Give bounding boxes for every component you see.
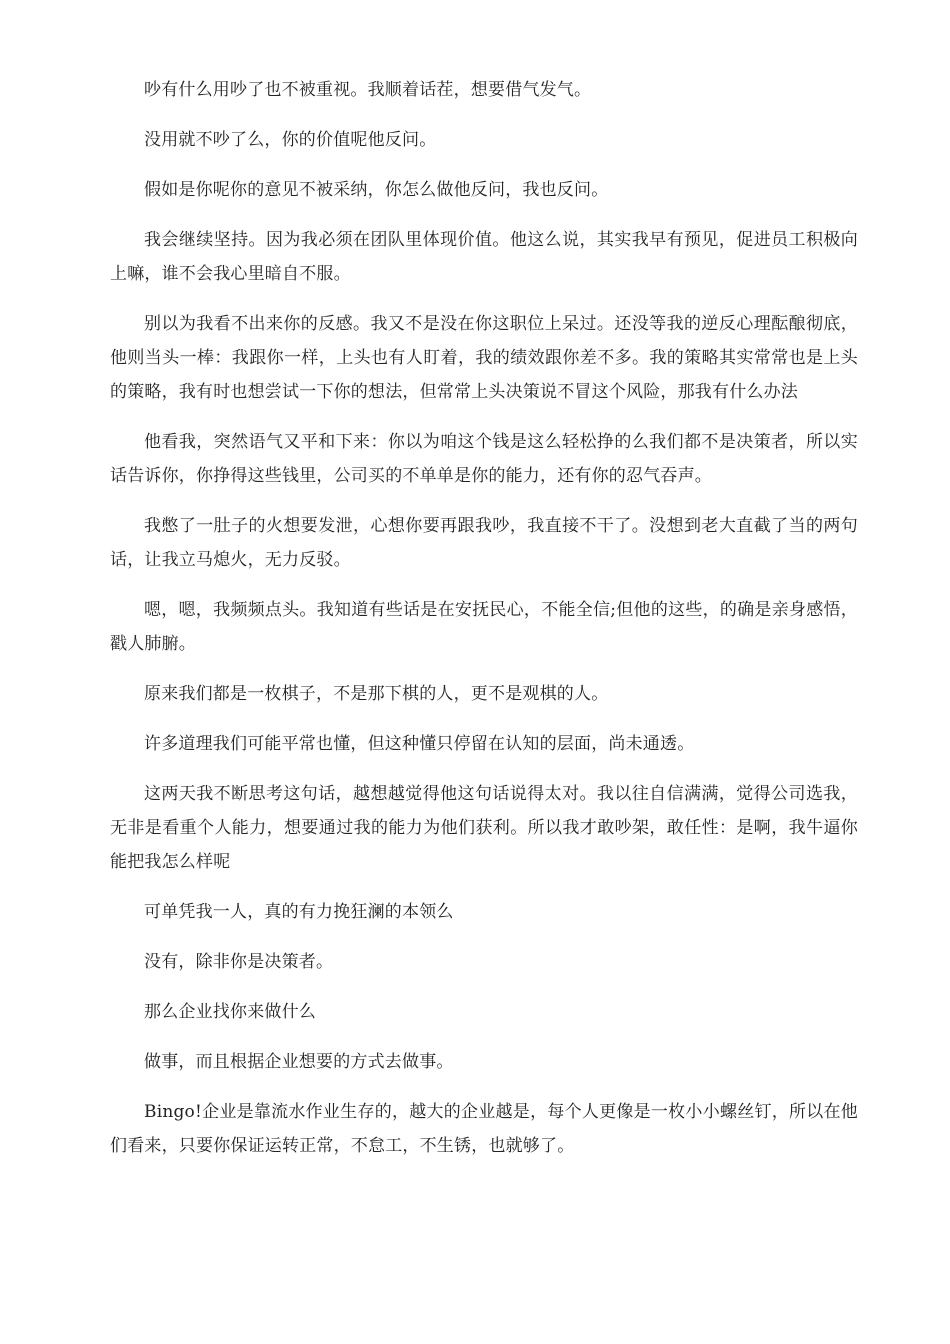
paragraph: 许多道理我们可能平常也懂，但这种懂只停留在认知的层面，尚未通透。 [144,734,695,754]
paragraph: 假如是你呢你的意见不被采纳，你怎么做他反问，我也反问。 [144,180,609,200]
paragraph: 没用就不吵了么，你的价值呢他反问。 [144,130,437,150]
paragraph: 他看我，突然语气又平和下来：你以为咱这个钱是这么轻松挣的么我们都不是决策者，所以实话告诉你，你挣得这些钱里，公司买的不单单是你的能力，还有你的忍气吞声。 [110,432,858,486]
paragraph: 没有，除非你是决策者。 [144,952,334,972]
paragraph: 别以为我看不出来你的反感。我又不是没在你这职位上呆过。还没等我的逆反心理酝酿彻底，他则当头一棒：我跟你一样，上头也有人盯着，我的绩效跟你差不多。我的策略其实常常也是上头的策略，我有时也想尝试一下你的想法，但常常上头决策说不冒这个风险，那我有什么办法 [110,314,858,402]
paragraph: Bingo!企业是靠流水作业生存的，越大的企业越是，每个人更像是一枚小小螺丝钉，所以在他们看来，只要你保证运转正常，不怠工，不生锈，也就够了。 [110,1102,858,1156]
paragraph: 可单凭我一人，真的有力挽狂澜的本领么 [144,902,454,922]
paragraph: 那么企业找你来做什么 [144,1002,316,1022]
article-body [110,73,858,1179]
paragraph: 这两天我不断思考这句话，越想越觉得他这句话说得太对。我以往自信满满，觉得公司选我，无非是看重个人能力，想要通过我的能力为他们获利。所以我才敢吵架，敢任性：是啊，我牛逼你能把我怎么样呢 [110,784,858,872]
paragraph: 我憋了一肚子的火想要发泄，心想你要再跟我吵，我直接不干了。没想到老大直截了当的两句话，让我立马熄火，无力反驳。 [110,516,858,570]
paragraph: 吵有什么用吵了也不被重视。我顺着话茬，想要借气发气。 [144,80,592,100]
paragraph: 做事，而且根据企业想要的方式去做事。 [144,1052,454,1072]
paragraph: 我会继续坚持。因为我必须在团队里体现价值。他这么说，其实我早有预见，促进员工积极向上嘛，谁不会我心里暗自不服。 [110,230,858,284]
paragraph: 嗯，嗯，我频频点头。我知道有些话是在安抚民心，不能全信;但他的这些，的确是亲身感悟，戳人肺腑。 [110,600,858,654]
paragraph: 原来我们都是一枚棋子，不是那下棋的人，更不是观棋的人。 [144,684,609,704]
